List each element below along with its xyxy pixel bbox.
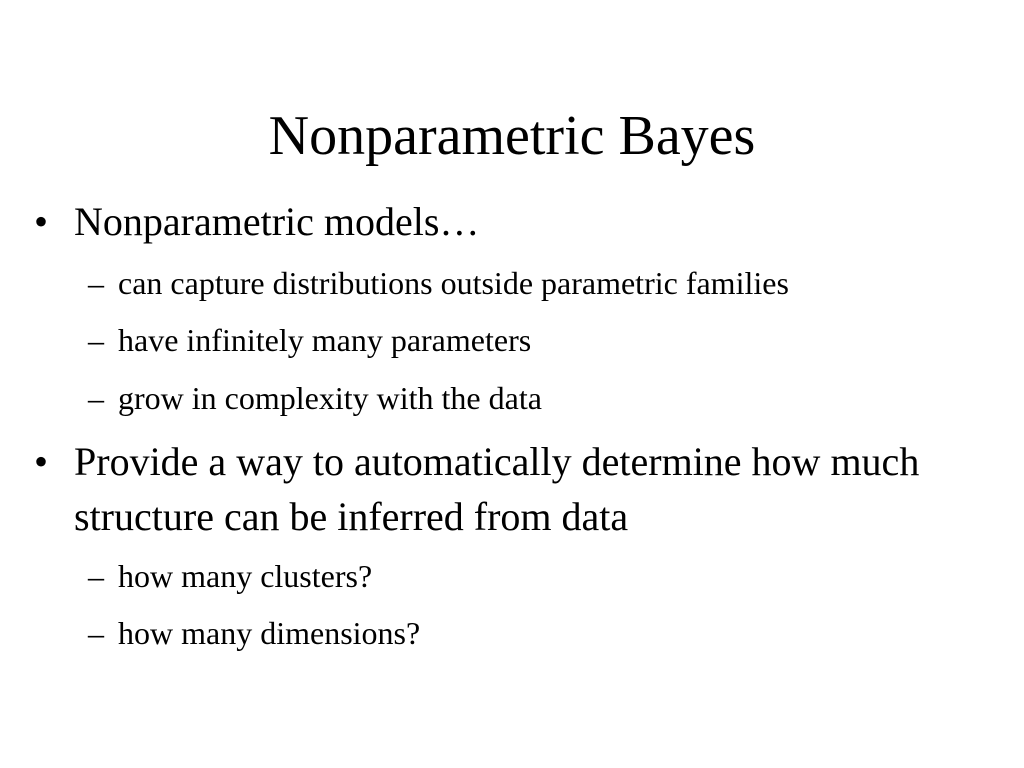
bullet-text: Provide a way to automatically determine how much structure can be inferred from data xyxy=(74,439,920,539)
sub-item-text: can capture distributions outside parametric families xyxy=(118,265,789,301)
bullet-marker: • xyxy=(34,439,49,484)
sub-item xyxy=(88,263,988,303)
sub-marker: – xyxy=(88,322,104,358)
sub-item xyxy=(88,378,988,418)
bullet-item xyxy=(34,194,994,249)
sub-item-text: have infinitely many parameters xyxy=(118,322,532,358)
sub-item xyxy=(88,613,988,653)
bullet-text: Nonparametric models… xyxy=(74,199,480,244)
sub-item xyxy=(88,320,988,360)
sub-marker: – xyxy=(88,615,104,651)
sub-marker: – xyxy=(88,265,104,301)
slide-title: Nonparametric Bayes xyxy=(268,105,756,167)
bullet-marker: • xyxy=(34,199,49,244)
sub-item-text: how many clusters? xyxy=(118,558,373,594)
sub-marker: – xyxy=(88,380,104,416)
bullet-item xyxy=(34,434,994,544)
sub-item-text: how many dimensions? xyxy=(118,615,421,651)
sub-item xyxy=(88,556,988,596)
sub-marker: – xyxy=(88,558,104,594)
sub-item-text: grow in complexity with the data xyxy=(118,380,542,416)
